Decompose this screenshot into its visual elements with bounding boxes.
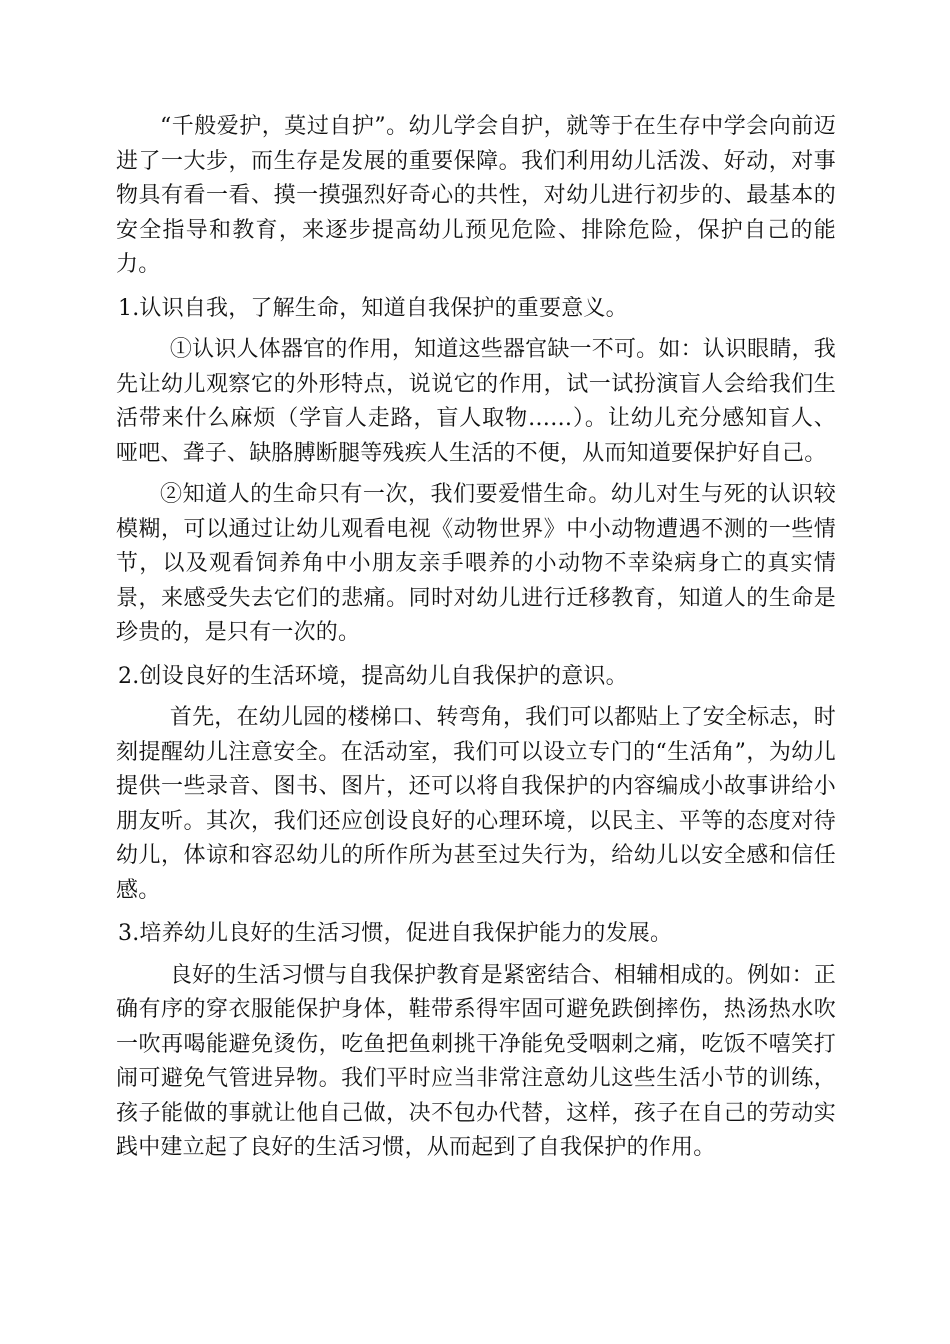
intro-paragraph: “千般爱护，莫过自护”。幼儿学会自护，就等于在生存中学会向前迈进了一大步，而生存是发展的重要保障。我们利用幼儿活泼、好动，对事物具有看一看、摸一摸强烈好奇心的共性，对幼儿进行初步的、最基本的安全指导和教育，来逐步提高幼儿预见危险、排除危险，保护自己的能力。 [116, 114, 836, 277]
section-1-paragraph-2: ②知道人的生命只有一次，我们要爱惜生命。幼儿对生与死的认识较模糊，可以通过让幼儿观看电视《动物世界》中小动物遭遇不测的一些情节，以及观看饲养角中小朋友亲手喂养的小动物不幸染病身亡的真实情景，来感受失去它们的悲痛。同时对幼儿进行迁移教育，知道人的生命是珍贵的，是只有一次的。 [116, 482, 836, 645]
section-2-paragraph: 首先，在幼儿园的楼梯口、转弯角，我们可以都贴上了安全标志，时刻提醒幼儿注意安全。在活动室，我们可以设立专门的“生活角”，为幼儿提供一些录音、图书、图片，还可以将自我保护的内容编成小故事讲给小朋友听。其次，我们还应创设良好的心理环境，以民主、平等的态度对待幼儿，体谅和容忍幼儿的所作所为甚至过失行为，给幼儿以安全感和信任感。 [116, 705, 836, 903]
section-heading-2: 2.创设良好的生活环境，提高幼儿自我保护的意识。 [118, 663, 628, 689]
document-body [116, 110, 836, 1166]
section-heading-1: 1.认识自我，了解生命，知道自我保护的重要意义。 [118, 295, 628, 321]
section-heading-3: 3.培养幼儿良好的生活习惯，促进自我保护能力的发展。 [118, 921, 673, 946]
section-3-paragraph: 良好的生活习惯与自我保护教育是紧密结合、相辅相成的。例如：正确有序的穿衣服能保护身体，鞋带系得牢固可避免跌倒摔伤，热汤热水吹一吹再喝能避免烫伤，吃鱼把鱼刺挑干净能免受咽刺之痛，吃饭不嘻笑打闹可避免气管进异物。我们平时应当非常注意幼儿这些生活小节的训练，孩子能做的事就让他自己做，决不包办代替，这样，孩子在自己的劳动实践中建立起了良好的生活习惯，从而起到了自我保护的作用。 [116, 962, 836, 1160]
section-1-paragraph-1: ①认识人体器官的作用，知道这些器官缺一不可。如：认识眼睛，我先让幼儿观察它的外形特点，说说它的作用，试一试扮演盲人会给我们生活带来什么麻烦（学盲人走路，盲人取物……）。让幼儿充分感知盲人、哑吧、聋子、缺胳膊断腿等残疾人生活的不便，从而知道要保护好自己。 [116, 337, 836, 466]
